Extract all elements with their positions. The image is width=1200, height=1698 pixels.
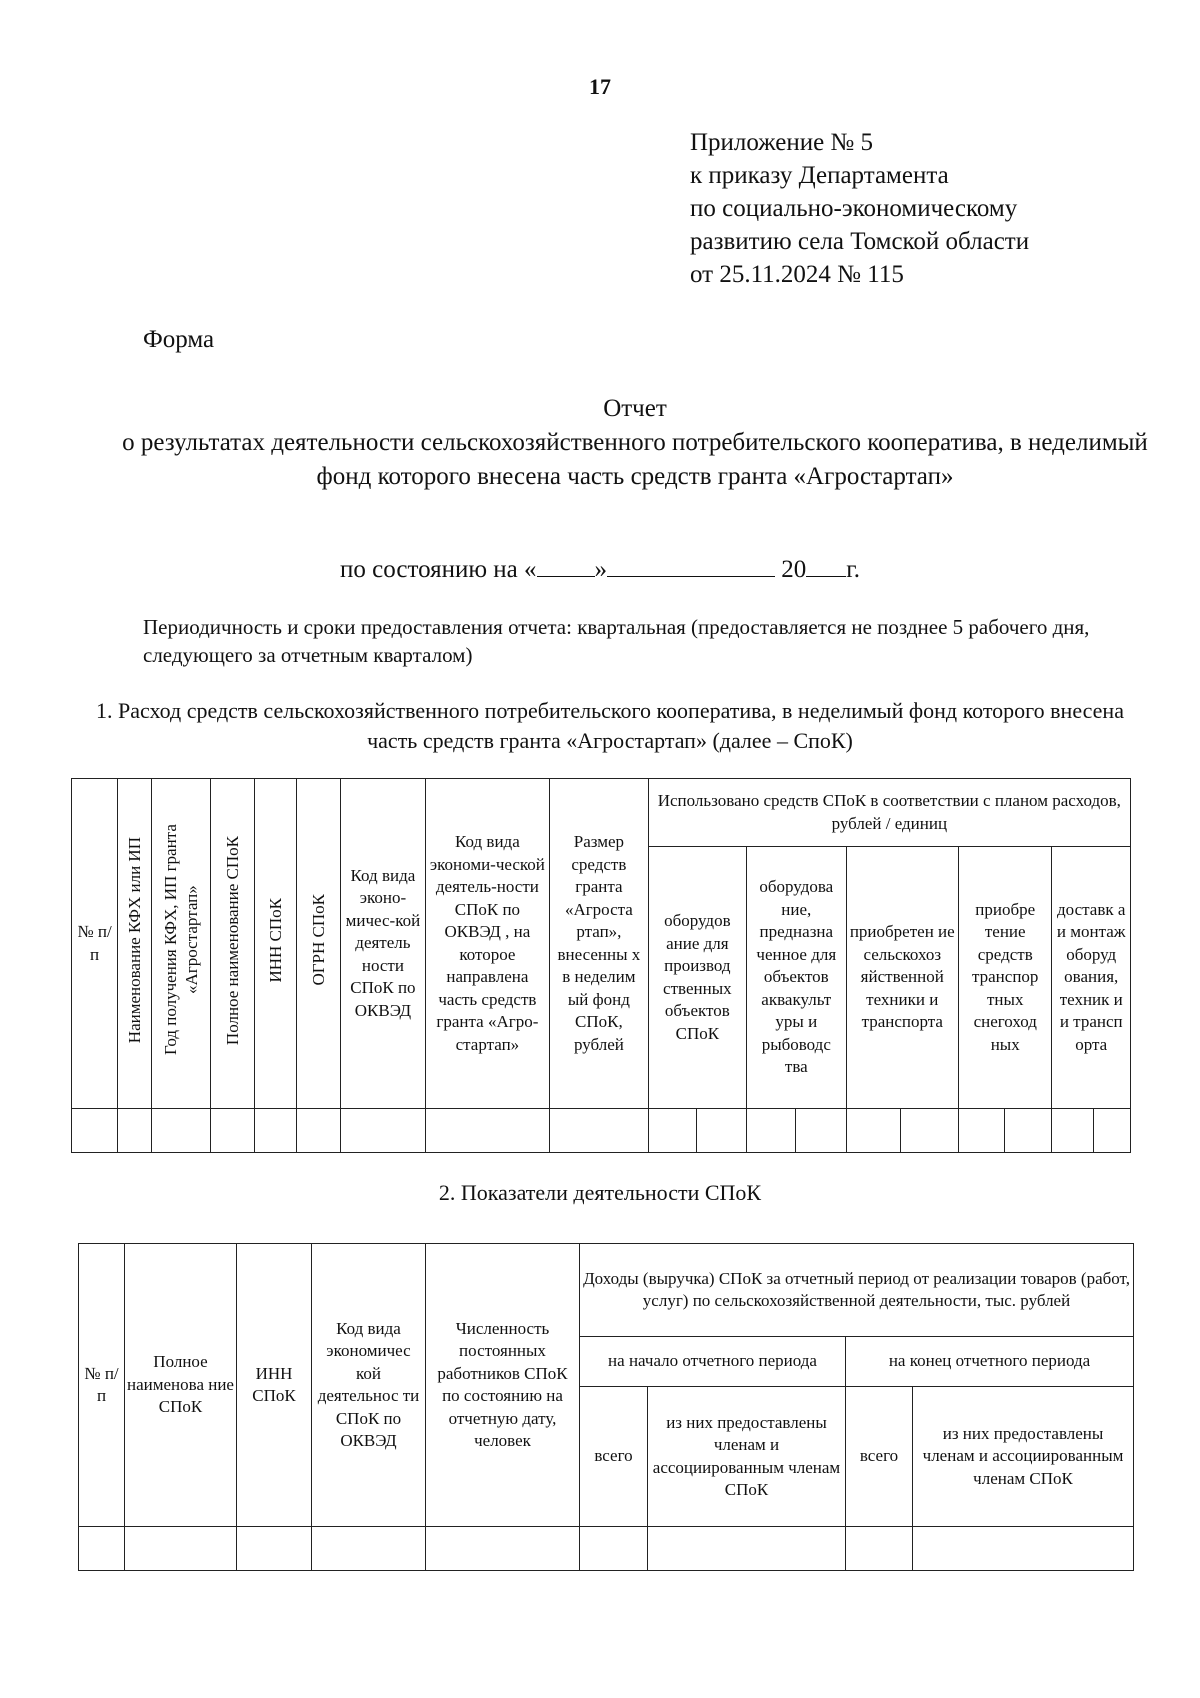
table-cell[interactable]	[426, 1527, 580, 1571]
report-title	[120, 392, 1150, 494]
table-cell[interactable]	[696, 1109, 746, 1153]
header-inn	[254, 779, 296, 1109]
table-cell[interactable]	[254, 1109, 296, 1153]
table-cell[interactable]	[341, 1109, 425, 1153]
header-used-group: Использовано средств СПоК в соответствии с планом расходов, рублей / единиц	[648, 779, 1130, 847]
header-grant-year-text: Год получения КФХ, ИП гранта «Агростартап»	[160, 824, 201, 1056]
header-total-end: всего	[846, 1387, 913, 1527]
year-blank	[806, 554, 846, 577]
header-ogrn-text: ОГРН СПоК	[309, 894, 329, 987]
date-mid: »	[594, 556, 608, 583]
header-equipment: оборудов ание для производ ственных объектов СПоК	[648, 847, 746, 1109]
table-cell[interactable]	[1052, 1109, 1093, 1153]
page-number: 17	[589, 74, 611, 99]
header-machinery: приобретен ие сельскохоз яйственной техники и транспорта	[846, 847, 959, 1109]
table-cell[interactable]	[118, 1109, 152, 1153]
header-members-start: из них предоставлены членам и ассоциированным членам СПоК	[648, 1387, 846, 1527]
header-income-group: Доходы (выручка) СПоК за отчетный период от реализации товаров (работ, услуг) по сельскохозяйственной деятельности, тыс. рублей	[580, 1244, 1134, 1337]
header-delivery: доставк а и монтаж оборуд ования, техник и и трансп орта	[1052, 847, 1131, 1109]
table-cell[interactable]	[312, 1527, 426, 1571]
table-row	[79, 1527, 1134, 1571]
header-inn: ИНН СПоК	[237, 1244, 312, 1527]
section1-title: 1. Расход средств сельскохозяйственного потребительского кооператива, в неделимый фонд которого внесена часть средств гранта «Агростартап» (далее – СпоК)	[96, 698, 1124, 753]
table-cell[interactable]	[959, 1109, 1005, 1153]
header-grant-year	[152, 779, 210, 1109]
header-snowmobile: приобре тение средств транспор тных снегоход ных	[959, 847, 1052, 1109]
appendix-block	[690, 126, 1029, 291]
header-okved: Код вида экономичес кой деятельнос ти СПоК по ОКВЭД	[312, 1244, 426, 1527]
header-ogrn	[297, 779, 341, 1109]
header-kfh-name-text: Наименование КФХ или ИП	[125, 837, 145, 1044]
table-cell[interactable]	[79, 1527, 125, 1571]
header-kfh-name	[118, 779, 152, 1109]
table-cell[interactable]	[846, 1527, 913, 1571]
table-cell[interactable]	[152, 1109, 210, 1153]
header-inn-text: ИНН СПоК	[265, 897, 285, 983]
header-members-end: из них предоставлены членам и ассоциированным членам СПоК	[913, 1387, 1134, 1527]
table-cell[interactable]	[747, 1109, 796, 1153]
table-cell[interactable]	[913, 1527, 1134, 1571]
day-blank	[537, 554, 595, 577]
table-cell[interactable]	[297, 1109, 341, 1153]
date-suffix: г.	[846, 556, 860, 583]
table-cell[interactable]	[1005, 1109, 1052, 1153]
table-cell[interactable]	[846, 1109, 900, 1153]
header-full-name	[210, 779, 254, 1109]
report-title-line1: Отчет	[603, 395, 667, 422]
expenses-table	[71, 778, 1131, 1153]
table-cell[interactable]	[648, 1109, 696, 1153]
header-grant-amount: Размер средств гранта «Агроста ртап», внесенны х в неделим ый фонд СПоК, рублей	[550, 779, 648, 1109]
header-full-name: Полное наименова ние СПоК	[125, 1244, 237, 1527]
date-line	[0, 554, 1200, 584]
appendix-line: по социально-экономическому	[690, 195, 1018, 222]
form-label: Форма	[143, 326, 215, 353]
header-okved-grant: Код вида экономи-ческой деятель-ности СПоК по ОКВЭД , на которое направлена часть средств гранта «Агро-стартап»	[425, 779, 550, 1109]
month-blank	[607, 554, 775, 577]
periodicity-text: Периодичность и сроки предоставления отчета: квартальная (предоставляется не позднее 5 рабочего дня, следующего за отчетным кварталом)	[143, 615, 1090, 667]
appendix-line: к приказу Департамента	[690, 162, 949, 189]
table-cell[interactable]	[425, 1109, 550, 1153]
header-num: № п/п	[72, 779, 118, 1109]
table-cell[interactable]	[125, 1527, 237, 1571]
table-cell[interactable]	[900, 1109, 958, 1153]
header-num: № п/п	[79, 1244, 125, 1527]
table-row	[72, 1109, 1131, 1153]
table-cell[interactable]	[550, 1109, 648, 1153]
table-cell[interactable]	[72, 1109, 118, 1153]
header-start-period: на начало отчетного периода	[580, 1337, 846, 1387]
report-title-line2: о результатах деятельности сельскохозяйственного потребительского кооператива, в неделимый фонд которого внесена часть средств гранта «Агростартап»	[122, 429, 1148, 490]
header-full-name-text: Полное наименование СПоК	[222, 835, 242, 1045]
header-employees: Численность постоянных работников СПоК по состоянию на отчетную дату, человек	[426, 1244, 580, 1527]
header-aquaculture: оборудова ние, предназна ченное для объектов аквакульт уры и рыбоводс тва	[747, 847, 846, 1109]
table-cell[interactable]	[580, 1527, 648, 1571]
table-cell[interactable]	[237, 1527, 312, 1571]
appendix-line: развитию села Томской области	[690, 228, 1030, 255]
table-cell[interactable]	[1093, 1109, 1130, 1153]
appendix-line: от 25.11.2024 № 115	[690, 261, 904, 288]
date-prefix: по состоянию на «	[340, 556, 537, 583]
indicators-table	[78, 1243, 1134, 1571]
table-cell[interactable]	[796, 1109, 846, 1153]
appendix-line: Приложение № 5	[690, 129, 874, 156]
section2-title: 2. Показатели деятельности СПоК	[438, 1180, 762, 1205]
table-cell[interactable]	[648, 1527, 846, 1571]
header-okved: Код вида эконо-мичес-кой деятель ности СПоК по ОКВЭД	[341, 779, 425, 1109]
header-end-period: на конец отчетного периода	[846, 1337, 1134, 1387]
year-prefix: 20	[775, 556, 807, 583]
table-cell[interactable]	[210, 1109, 254, 1153]
header-total-start: всего	[580, 1387, 648, 1527]
